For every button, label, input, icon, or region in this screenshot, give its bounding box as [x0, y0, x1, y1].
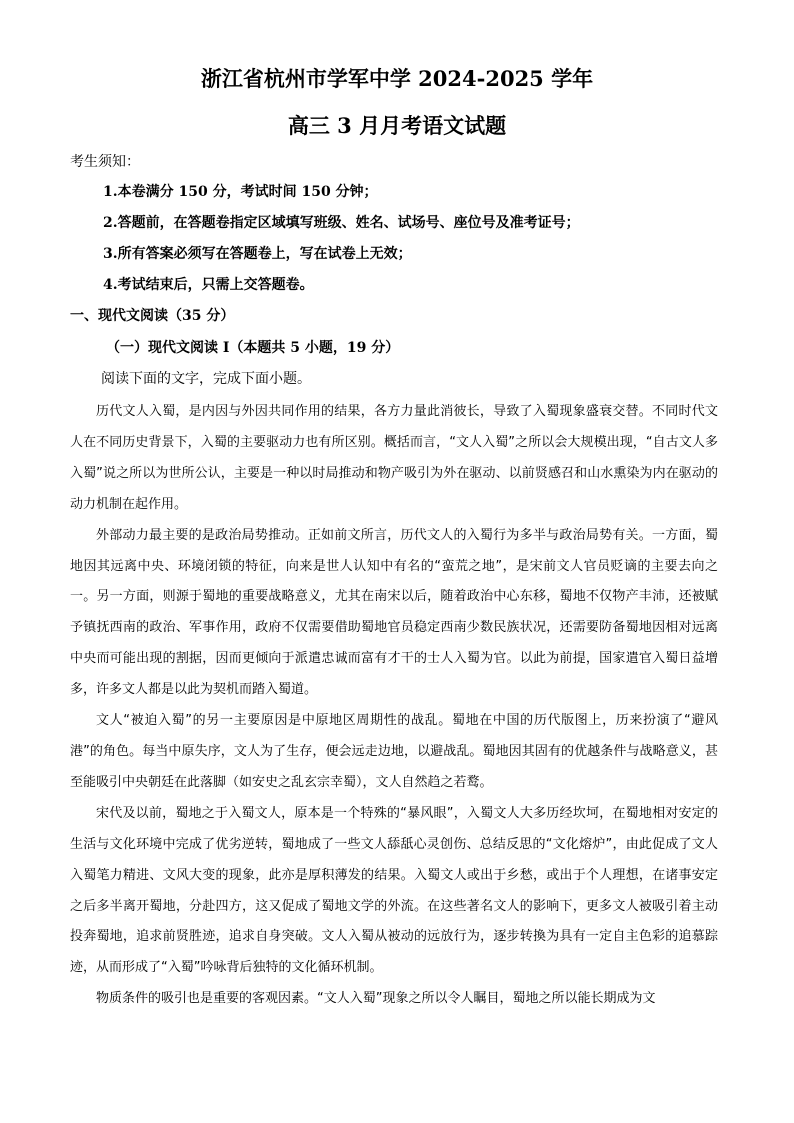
article-body	[70, 397, 718, 1015]
article-paragraph: 物质条件的吸引也是重要的客观因素。“文人入蜀”现象之所以令人瞩目，蜀地之所以能长期成为文	[96, 991, 656, 1007]
page-subtitle: 高三 3 月月考语文试题	[287, 113, 507, 138]
article-paragraph: 文人“被迫入蜀”的另一主要原因是中原地区周期性的战乱。蜀地在中国的历代版图上，历来扮演了“避风港”的角色。每当中原失序，文人为了生存，便会远走边地，以避战乱。蜀地因其固有的优越条件与战略意义，甚至能吸引中央朝廷在此落脚（如安史之乱玄宗幸蜀），文人自然趋之若鹜。	[70, 713, 718, 790]
page-title: 浙江省杭州市学军中学 2024-2025 学年	[200, 66, 594, 91]
section-heading: 一、现代文阅读（35 分）	[70, 308, 235, 324]
article-paragraph: 历代文人入蜀，是内因与外因共同作用的结果，各方力量此消彼长，导致了入蜀现象盛衰交替。不同时代文人在不同历史背景下，入蜀的主要驱动力也有所区别。概括而言，“文人入蜀”之所以会大规模出现，“自古文人多入蜀”说之所以为世所公认，主要是一种以时局推动和物产吸引为外在驱动、以前贤感召和山水熏染为内在驱动的动力机制在起作用。	[70, 404, 718, 512]
notice-item: 4.考试结束后，只需上交答题卷。	[103, 277, 314, 293]
notice-item: 1.本卷满分 150 分，考试时间 150 分钟；	[103, 184, 378, 200]
article-paragraph: 宋代及以前，蜀地之于入蜀文人，原本是一个特殊的“暴风眼”，入蜀文人大多历经坎坷，在蜀地相对安定的生活与文化环境中完成了优劣逆转，蜀地成了一些文人舔舐心灵创伤、总结反思的“文化熔炉”，由此促成了文人入蜀笔力精进、文风大变的现象，此亦是厚积薄发的结果。入蜀文人或出于乡愁，或出于个人理想，在诸事安定之后多半离开蜀地，分赴四方，这又促成了蜀地文学的外流。在这些著名文人的影响下，更多文人被吸引着主动投奔蜀地，追求前贤胜迹，追求自身突破。文人入蜀从被动的远放行为，逐步转換为具有一定自主色彩的追慕踪迹，从而形成了“入蜀”吟咏背后独特的文化循环机制。	[70, 805, 718, 976]
reading-instruction: 阅读下面的文字，完成下面小题。	[101, 371, 311, 387]
notice-item: 3.所有答案必须写在答题卷上，写在试卷上无效；	[103, 246, 412, 262]
notice-label: 考生须知：	[70, 154, 140, 170]
notice-item: 2.答题前，在答题卷指定区域填写班级、姓名、试场号、座位号及准考证号；	[103, 215, 580, 231]
subsection-heading: （一）现代文阅读 I（本题共 5 小题，19 分）	[106, 340, 400, 356]
article-paragraph: 外部动力最主要的是政治局势推动。正如前文所言，历代文人的入蜀行为多半与政治局势有关。一方面，蜀地因其远离中央、环境闭锁的特征，向来是世人认知中有名的“蛮荒之地”，是宋前文人官员贬谪的主要去向之一。另一方面，则源于蜀地的重要战略意义，尤其在南宋以后，随着政治中心东移，蜀地不仅物产丰沛，还被赋予镇抚西南的政治、军事作用，政府不仅需要借助蜀地官员稳定西南少数民族状况，还需要防备蜀地因相对远离中央而可能出现的割据，因而更倾向于派遣忠诚而富有才干的士人入蜀为官。以此为前提，国家遣官入蜀日益增多，许多文人都是以此为契机而踏入蜀道。	[70, 527, 718, 698]
